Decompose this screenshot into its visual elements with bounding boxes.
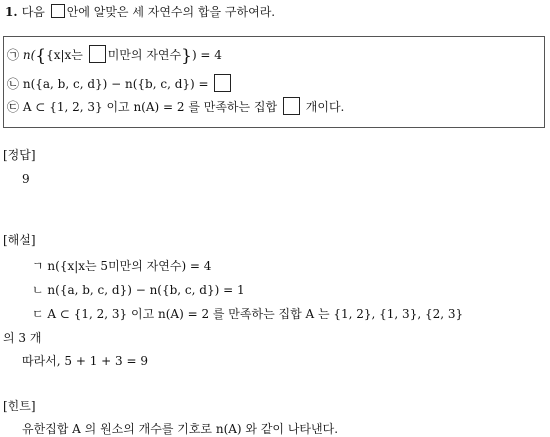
- item-1: ㉠ n({{x|x는 미만의 자연수}) = 4: [7, 46, 222, 66]
- item-1-set-open: {x|x는: [46, 48, 83, 62]
- item-3-text-start: A ⊂ {1, 2, 3} 이고 n(A) = 2 를 만족하는 집합: [22, 100, 278, 114]
- solution-line-4: 의 3 개: [3, 331, 42, 345]
- solution-line-1: ㄱ n({x|x는 5미만의 자연수) = 4: [32, 259, 212, 273]
- question-text: [5, 4, 275, 20]
- item-3-blank[interactable]: [283, 97, 300, 115]
- item-2-blank[interactable]: [214, 74, 231, 92]
- item-2: [7, 74, 233, 92]
- item-1-marker: ㉠: [7, 48, 20, 62]
- solution-header: [해설]: [3, 233, 36, 247]
- question-text-start: 다음: [21, 5, 45, 19]
- answer-value: 9: [22, 172, 30, 186]
- solution-line-2: ㄴ n({a, b, c, d}) − n({b, c, d}) = 1: [32, 283, 245, 297]
- item-1-prefix: n(: [22, 48, 36, 62]
- solution-line-5: 따라서, 5 + 1 + 3 = 9: [22, 354, 148, 368]
- question-blank-symbol: [51, 4, 65, 18]
- item-3: [7, 97, 344, 115]
- item-1-blank[interactable]: [89, 45, 106, 63]
- item-2-marker: ㉡: [7, 77, 20, 91]
- answer-header: [정답]: [3, 148, 36, 162]
- question-text-end: 안에 알맞은 세 자연수의 합을 구하여라.: [66, 5, 276, 19]
- item-3-text-end: 개이다.: [305, 100, 345, 114]
- item-3-marker: ㉢: [7, 100, 20, 114]
- solution-line-3: ㄷ A ⊂ {1, 2, 3} 이고 n(A) = 2 를 만족하는 집합 A 는 {1, 2}, {1, 3}, {2, 3}: [32, 307, 464, 321]
- hint-text: 유한집합 A 의 원소의 개수를 기호로 n(A) 와 같이 나타낸다.: [22, 422, 339, 436]
- item-2-expr: n({a, b, c, d}) − n({b, c, d}) =: [22, 77, 209, 91]
- hint-header: [힌트]: [3, 399, 36, 413]
- item-1-after-blank: 미만의 자연수: [107, 48, 182, 62]
- item-1-suffix: ) = 4: [191, 48, 222, 62]
- question-number: 1.: [5, 5, 18, 19]
